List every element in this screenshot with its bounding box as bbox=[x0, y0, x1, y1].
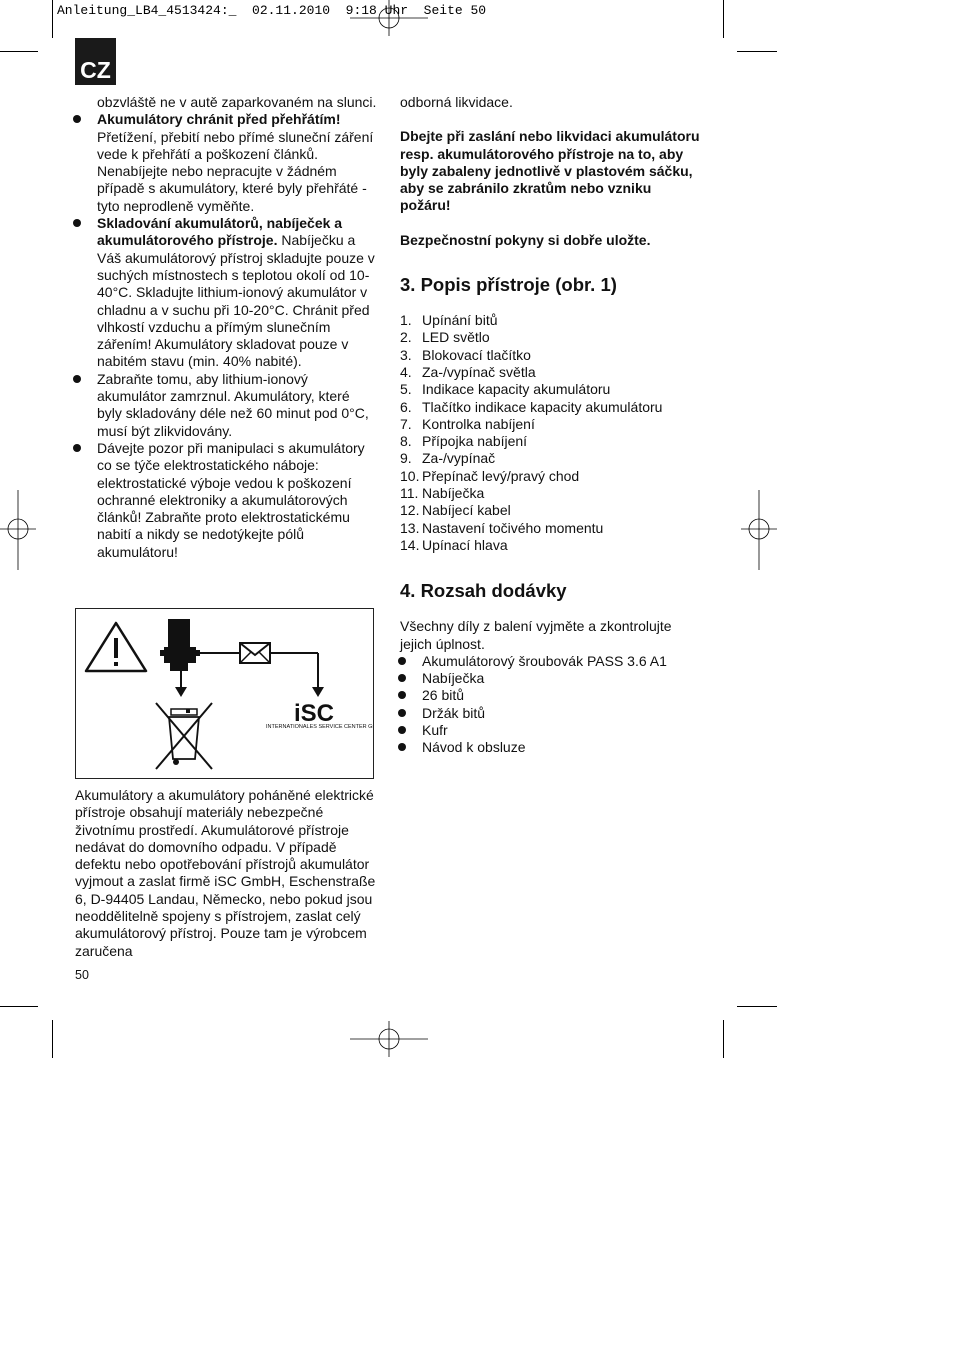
page-number: 50 bbox=[75, 968, 89, 982]
parts-list-item bbox=[400, 364, 705, 381]
section-3-heading: 3. Popis přístroje (obr. 1) bbox=[400, 274, 617, 296]
bullet-heading: Skladování akumulátorů, nabíječek a akumulátorového přístroje. bbox=[97, 215, 343, 249]
parts-list-item bbox=[400, 399, 705, 416]
item-number: 5. bbox=[400, 381, 412, 398]
disposal-diagram bbox=[76, 609, 373, 778]
bullet-icon bbox=[398, 674, 406, 682]
bullet-icon bbox=[73, 219, 81, 227]
delivery-item-label: Návod k obsluze bbox=[422, 739, 526, 756]
parts-list bbox=[400, 312, 705, 554]
bullet-icon bbox=[398, 691, 406, 699]
bullet-freeze bbox=[75, 371, 378, 440]
item-number: 11. bbox=[400, 485, 419, 502]
parts-list-item bbox=[400, 450, 705, 467]
item-number: 12. bbox=[400, 502, 420, 519]
crop-mark bbox=[0, 1006, 38, 1007]
item-label: Blokovací tlačítko bbox=[422, 346, 531, 363]
crop-mark bbox=[52, 0, 53, 38]
section-4-heading: 4. Rozsah dodávky bbox=[400, 580, 567, 602]
item-label: Nabíjecí kabel bbox=[422, 502, 511, 519]
item-number: 14. bbox=[400, 536, 420, 553]
item-number: 6. bbox=[400, 398, 412, 415]
item-label: Přepínač levý/pravý chod bbox=[422, 467, 580, 484]
section-4-intro: Všechny díly z balení vyjměte a zkontrolujte jejich úplnost. bbox=[400, 618, 672, 652]
delivery-item bbox=[400, 670, 705, 687]
delivery-item-label: 26 bitů bbox=[422, 687, 465, 704]
bullet-overheat bbox=[75, 111, 378, 215]
item-label: LED světlo bbox=[422, 329, 490, 346]
parts-list-item bbox=[400, 416, 705, 433]
item-label: Za-/vypínač světla bbox=[422, 363, 536, 380]
item-number: 10. bbox=[400, 467, 420, 484]
bullet-text: Přetížení, přebití nebo přímé sluneční záření vede k přehřátí a poškození článků. Nenabíjejte nebo nepracujte v žádném případě s akumulátory, které byly přehřáté - tyto neprodleně vyměňte. bbox=[97, 128, 374, 214]
item-label: Nastavení točivého momentu bbox=[422, 519, 604, 536]
item-label: Kontrolka nabíjení bbox=[422, 415, 535, 432]
bullet-text: Dávejte pozor při manipulaci s akumulátory co se týče elektrostatického náboje: elektrostatické výboje vedou k poškození ochranné elektroniky a akumulátorových článků! Zabraňte proto elektrostatickému nabití a nikdy se nedotýkejte pólů akumulátoru! bbox=[97, 439, 365, 560]
bullet-icon bbox=[73, 115, 81, 123]
bullet-storage bbox=[75, 215, 378, 371]
envelope-icon bbox=[240, 643, 270, 663]
battery-pack-icon bbox=[160, 619, 200, 671]
bullet-icon bbox=[398, 726, 406, 734]
registration-mark-right bbox=[741, 490, 777, 570]
parts-list-item bbox=[400, 520, 705, 537]
bullet-icon bbox=[398, 657, 406, 665]
delivery-item-label: Akumulátorový šroubovák PASS 3.6 A1 bbox=[422, 652, 667, 669]
item-number: 8. bbox=[400, 433, 412, 450]
crop-mark bbox=[723, 1020, 724, 1058]
parts-list-item bbox=[400, 329, 705, 346]
bullet-icon bbox=[73, 375, 81, 383]
parts-list-item bbox=[400, 312, 705, 329]
item-number: 9. bbox=[400, 450, 412, 467]
registration-mark-left bbox=[0, 490, 36, 570]
parts-list-item bbox=[400, 537, 705, 554]
disposal-paragraph: Akumulátory a akumulátory poháněné elektrické přístroje obsahují materiály nebezpečné životnímu prostředí. Akumulátorové přístroje nedávat do domovního odpadu. V případě defektu nebo opotřebování přístrojů akumulátor vyjmout a zaslat firmě iSC GmbH, Eschenstraße 6, D-94405 Landau, Německo, nebo pokud jsou neoddělitelně spojeny s přístrojem, zaslat celý akumulátorový přístroj. Pouze tam je výrobcem zaručena bbox=[75, 787, 376, 959]
registration-mark-top bbox=[350, 0, 428, 36]
parts-list-item bbox=[400, 502, 705, 519]
item-label: Upínací hlava bbox=[422, 536, 508, 553]
right-column bbox=[400, 94, 705, 757]
after-figure-text bbox=[75, 787, 378, 960]
parts-list-item bbox=[400, 433, 705, 450]
item-label: Upínání bitů bbox=[422, 312, 498, 329]
delivery-list bbox=[400, 653, 705, 757]
item-label: Nabíječka bbox=[422, 485, 485, 502]
crop-mark bbox=[723, 0, 724, 38]
item-label: Indikace kapacity akumulátoru bbox=[422, 381, 611, 398]
item-number: 3. bbox=[400, 346, 412, 363]
delivery-item bbox=[400, 653, 705, 670]
item-number: 7. bbox=[400, 415, 412, 432]
bullet-text: Nabíječku a Váš akumulátorový přístroj skladujte pouze v suchých místnostech s teplotou okolí od 10-40°C. Skladujte lithium-ionový akumulátor v chladnu a v suchu při 10-20°C. Chránit před vlhkostí vzduchu a přímým slunečním zářením! Akumulátory skladovat pouze v nabitém stavu (min. 40% nabité). bbox=[97, 232, 375, 370]
delivery-item-label: Držák bitů bbox=[422, 704, 486, 721]
item-number: 4. bbox=[400, 363, 412, 380]
crop-mark bbox=[737, 51, 777, 52]
crossed-bin-icon bbox=[156, 703, 212, 769]
parts-list-item bbox=[400, 485, 705, 502]
item-number: 2. bbox=[400, 329, 412, 346]
bullet-icon bbox=[398, 743, 406, 751]
continued-text: odborná likvidace. bbox=[400, 94, 513, 110]
delivery-item bbox=[400, 722, 705, 739]
item-number: 1. bbox=[400, 312, 412, 329]
item-number: 13. bbox=[400, 519, 420, 536]
bullet-electrostatic bbox=[75, 440, 378, 561]
left-column bbox=[75, 94, 378, 561]
isc-caption: INTERNATIONALES SERVICE CENTER GmbH bbox=[266, 724, 373, 730]
disposal-figure bbox=[75, 608, 374, 779]
crop-mark bbox=[737, 1006, 777, 1007]
delivery-item bbox=[400, 705, 705, 722]
crop-mark bbox=[52, 1020, 53, 1058]
item-label: Tlačítko indikace kapacity akumulátoru bbox=[422, 398, 663, 415]
warning-triangle-icon bbox=[86, 623, 146, 671]
parts-list-item bbox=[400, 381, 705, 398]
crop-mark bbox=[0, 51, 38, 52]
delivery-item bbox=[400, 687, 705, 704]
bullet-icon bbox=[398, 709, 406, 717]
delivery-item bbox=[400, 739, 705, 756]
item-label: Přípojka nabíjení bbox=[422, 433, 528, 450]
intro-text: obzvláště ne v autě zaparkovaném na slunci. bbox=[97, 94, 377, 110]
keep-instructions: Bezpečnostní pokyny si dobře uložte. bbox=[400, 231, 651, 248]
delivery-item-label: Kufr bbox=[422, 722, 448, 739]
language-badge: CZ bbox=[75, 38, 116, 85]
registration-mark-bottom bbox=[350, 1021, 428, 1057]
isc-logo: iSC bbox=[294, 700, 335, 727]
parts-list-item bbox=[400, 347, 705, 364]
bullet-text: Zabraňte tomu, aby lithium-ionový akumulátor zamrznul. Akumulátory, které byly skladovány déle než 60 minut pod 0°C, musí být zlikvidovány. bbox=[97, 370, 369, 439]
parts-list-item bbox=[400, 468, 705, 485]
item-label: Za-/vypínač bbox=[422, 450, 496, 467]
shipping-warning: Dbejte při zaslání nebo likvidaci akumulátoru resp. akumulátorového přístroje na to, aby byly zabaleny jednotlivě v plastovém sáčku, aby se zabránilo zkratům nebo vzniku požáru! bbox=[400, 128, 700, 214]
delivery-item-label: Nabíječka bbox=[422, 670, 485, 687]
print-slug: Anleitung_LB4_4513424:_ 02.11.2010 9:18 Uhr Seite 50 bbox=[57, 3, 487, 18]
bullet-icon bbox=[73, 444, 81, 452]
bullet-heading: Akumulátory chránit před přehřátím! bbox=[97, 111, 341, 128]
